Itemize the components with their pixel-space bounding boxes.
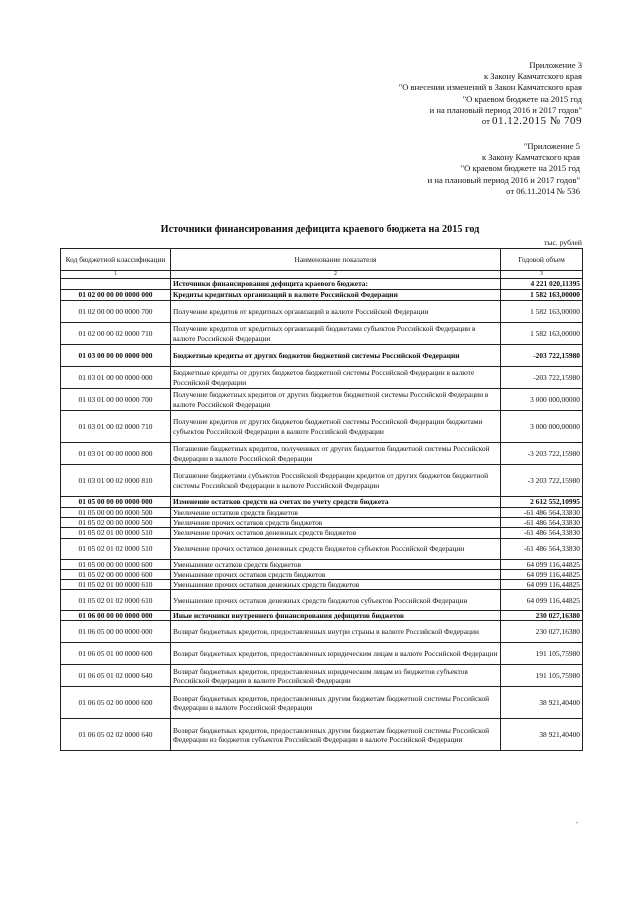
indicator-name-cell: Уменьшение прочих остатков денежных средств бюджетов xyxy=(171,580,501,590)
annual-volume-cell: -3 203 722,15980 xyxy=(501,443,583,465)
indicator-name-cell: Возврат бюджетных кредитов, предоставленных другим бюджетам бюджетной системы Российской Федерации из бюджетов субъектов Российской Федерации в валюте Российской Федерации xyxy=(171,719,501,751)
header-line: "Приложение 5 xyxy=(523,141,580,151)
annual-volume-cell: 230 027,16380 xyxy=(501,621,583,643)
annual-volume-cell: 3 000 000,00000 xyxy=(501,389,583,411)
column-number-row xyxy=(61,271,583,279)
header-line: "О внесении изменений в Закон Камчатского края xyxy=(398,82,582,93)
annual-volume-cell: -3 203 722,15980 xyxy=(501,465,583,497)
table-header-row xyxy=(61,249,583,271)
budget-code-cell: 01 03 01 00 00 0000 700 xyxy=(61,389,171,411)
annual-volume-cell: -203 722,15980 xyxy=(501,367,583,389)
indicator-name-cell: Увеличение остатков средств бюджетов xyxy=(171,508,501,518)
annual-volume-cell: 64 099 116,44825 xyxy=(501,569,583,579)
indicator-name-cell: Возврат бюджетных кредитов, предоставленных внутри страны в валюте Российской Федерации xyxy=(171,621,501,643)
annual-volume-cell: -61 486 564,33830 xyxy=(501,528,583,538)
table-row xyxy=(61,411,583,443)
budget-code-cell: 01 06 05 02 00 0000 600 xyxy=(61,687,171,719)
annual-volume-cell: -203 722,15980 xyxy=(501,345,583,367)
budget-code-cell: 01 05 00 00 00 0000 500 xyxy=(61,508,171,518)
budget-code-cell: 01 06 00 00 00 0000 000 xyxy=(61,611,171,621)
indicator-name-cell: Бюджетные кредиты от других бюджетов бюджетной системы Российской Федерации в валюте Российской Федерации xyxy=(171,367,501,389)
annual-volume-cell: 64 099 116,44825 xyxy=(501,590,583,611)
budget-code-cell: 01 02 00 00 00 0000 700 xyxy=(61,301,171,323)
table-row xyxy=(61,580,583,590)
annual-volume-cell: 1 582 163,00000 xyxy=(501,323,583,345)
header-line: к Закону Камчатского края xyxy=(483,71,582,82)
header-line: к Закону Камчатского края xyxy=(481,152,580,163)
end-mark: " xyxy=(576,822,579,828)
indicator-name-cell: Возврат бюджетных кредитов, предоставленных юридическим лицам из бюджетов субъектов Российской Федерации в валюте Российской Федерации xyxy=(171,665,501,687)
annual-volume-cell: 2 612 552,10995 xyxy=(501,497,583,508)
table-row xyxy=(61,687,583,719)
indicator-name-cell: Уменьшение прочих остатков денежных средств бюджетов субъектов Российской Федерации xyxy=(171,590,501,611)
annual-volume-cell: 1 582 163,00000 xyxy=(501,301,583,323)
annual-volume-cell: 38 921,40400 xyxy=(501,719,583,751)
budget-code-cell: 01 06 05 01 00 0000 600 xyxy=(61,643,171,665)
indicator-name-cell: Возврат бюджетных кредитов, предоставленных другим бюджетам бюджетной системы Российской Федерации в валюте Российской Федерации xyxy=(171,687,501,719)
annual-volume-cell: -61 486 564,33830 xyxy=(501,518,583,528)
table-row xyxy=(61,643,583,665)
table-row xyxy=(61,367,583,389)
table-row xyxy=(61,559,583,569)
indicator-name-cell: Возврат бюджетных кредитов, предоставленных юридическим лицам в валюте Российской Федерации xyxy=(171,643,501,665)
indicator-name-cell: Изменение остатков средств на счетах по учету средств бюджета xyxy=(171,497,501,508)
handwritten-date-number: 01.12.2015 № 709 xyxy=(492,115,582,128)
indicator-name-cell: Увеличение прочих остатков денежных средств бюджетов субъектов Российской Федерации xyxy=(171,538,501,559)
table-row xyxy=(61,301,583,323)
table-row xyxy=(61,719,583,751)
table-row xyxy=(61,323,583,345)
indicator-name-cell: Получение кредитов от кредитных организаций в валюте Российской Федерации xyxy=(171,301,501,323)
header-line: "О краевом бюджете на 2015 год xyxy=(460,163,580,174)
annual-volume-cell: 64 099 116,44825 xyxy=(501,580,583,590)
budget-code-cell: 01 05 02 00 00 0000 600 xyxy=(61,569,171,579)
table-row xyxy=(61,518,583,528)
table-row xyxy=(61,528,583,538)
budget-code-cell: 01 05 02 00 00 0000 500 xyxy=(61,518,171,528)
table-row xyxy=(61,443,583,465)
indicator-name-cell: Получение бюджетных кредитов от других бюджетов бюджетной системы Российской Федерации в валюте Российской Федерации xyxy=(171,389,501,411)
indicator-name-cell: Уменьшение прочих остатков средств бюджетов xyxy=(171,569,501,579)
budget-code-cell: 01 06 05 00 00 0000 000 xyxy=(61,621,171,643)
budget-code-cell: 01 05 02 01 00 0000 610 xyxy=(61,580,171,590)
annual-volume-cell: 230 027,16380 xyxy=(501,611,583,621)
budget-code-cell: 01 05 00 00 00 0000 600 xyxy=(61,559,171,569)
column-number: 3 xyxy=(501,271,583,279)
appendix-header-3 xyxy=(399,60,582,127)
column-number: 2 xyxy=(171,271,501,279)
header-line: "О краевом бюджете на 2015 год xyxy=(462,93,582,104)
indicator-name-cell: Увеличение прочих остатков денежных средств бюджетов xyxy=(171,528,501,538)
table-row xyxy=(61,611,583,621)
indicator-name-cell: Источники финансирования дефицита краевого бюджета: xyxy=(171,279,501,290)
table-row xyxy=(61,508,583,518)
column-header-value: Годовой объем xyxy=(501,249,583,271)
header-line: Приложение 3 xyxy=(529,60,582,70)
budget-code-cell: 01 03 01 00 02 0000 810 xyxy=(61,465,171,497)
table-row xyxy=(61,290,583,301)
table-row xyxy=(61,345,583,367)
header-line-date xyxy=(399,116,582,127)
budget-code-cell: 01 03 01 00 00 0000 800 xyxy=(61,443,171,465)
budget-code-cell: 01 05 00 00 00 0000 000 xyxy=(61,497,171,508)
table-row xyxy=(61,465,583,497)
column-header-code: Код бюджетной классификации xyxy=(61,249,171,271)
budget-code-cell: 01 03 01 00 02 0000 710 xyxy=(61,411,171,443)
annual-volume-cell: 3 000 000,00000 xyxy=(501,411,583,443)
budget-code-cell xyxy=(61,279,171,290)
indicator-name-cell: Погашение бюджетами субъектов Российской Федерации кредитов от других бюджетов бюджетной системы Российской Федерации в валюте Российской Федерации xyxy=(171,465,501,497)
indicator-name-cell: Уменьшение остатков средств бюджетов xyxy=(171,559,501,569)
budget-code-cell: 01 06 05 02 02 0000 640 xyxy=(61,719,171,751)
budget-code-cell: 01 03 01 00 00 0000 000 xyxy=(61,367,171,389)
indicator-name-cell: Кредиты кредитных организаций в валюте Российской Федерации xyxy=(171,290,501,301)
appendix-header-5 xyxy=(428,141,580,197)
table-row xyxy=(61,497,583,508)
annual-volume-cell: 64 099 116,44825 xyxy=(501,559,583,569)
indicator-name-cell: Бюджетные кредиты от других бюджетов бюджетной системы Российской Федерации xyxy=(171,345,501,367)
document-title: Источники финансирования дефицита краевого бюджета на 2015 год xyxy=(160,224,480,235)
indicator-name-cell: Получение кредитов от других бюджетов бюджетной системы Российской Федерации бюджетами субъектов Российской Федерации в валюте Российской Федерации xyxy=(171,411,501,443)
financing-sources-table xyxy=(60,248,583,751)
annual-volume-cell: 4 221 020,11395 xyxy=(501,279,583,290)
budget-code-cell: 01 03 00 00 00 0000 000 xyxy=(61,345,171,367)
budget-code-cell: 01 05 02 01 00 0000 510 xyxy=(61,528,171,538)
annual-volume-cell: 38 921,40400 xyxy=(501,687,583,719)
header-line: от 06.11.2014 № 536 xyxy=(506,185,580,196)
budget-code-cell: 01 05 02 01 02 0000 510 xyxy=(61,538,171,559)
indicator-name-cell: Получение кредитов от кредитных организаций бюджетами субъектов Российской Федерации в валюте Российской Федерации xyxy=(171,323,501,345)
date-prefix: от xyxy=(481,116,490,127)
annual-volume-cell: 191 105,75980 xyxy=(501,643,583,665)
annual-volume-cell: 1 582 163,00000 xyxy=(501,290,583,301)
units-label: тыс. рублей xyxy=(544,238,582,247)
table-row xyxy=(61,665,583,687)
indicator-name-cell: Иные источники внутреннего финансирования дефицитов бюджетов xyxy=(171,611,501,621)
annual-volume-cell: 191 105,75980 xyxy=(501,665,583,687)
budget-code-cell: 01 02 00 00 02 0000 710 xyxy=(61,323,171,345)
header-line: и на плановый период 2016 и 2017 годов" xyxy=(429,104,582,115)
indicator-name-cell: Увеличение прочих остатков средств бюджетов xyxy=(171,518,501,528)
table-row xyxy=(61,590,583,611)
header-line: и на плановый период 2016 и 2017 годов" xyxy=(427,174,580,185)
annual-volume-cell: -61 486 564,33830 xyxy=(501,508,583,518)
indicator-name-cell: Погашение бюджетных кредитов, полученных от других бюджетов бюджетной системы Российской Федерации в валюте Российской Федерации xyxy=(171,443,501,465)
table-row xyxy=(61,538,583,559)
budget-code-cell: 01 02 00 00 00 0000 000 xyxy=(61,290,171,301)
budget-code-cell: 01 06 05 01 02 0000 640 xyxy=(61,665,171,687)
table-row xyxy=(61,621,583,643)
annual-volume-cell: -61 486 564,33830 xyxy=(501,538,583,559)
table-row xyxy=(61,569,583,579)
table-row xyxy=(61,389,583,411)
table-row xyxy=(61,279,583,290)
column-header-name: Наименование показателя xyxy=(171,249,501,271)
column-number: 1 xyxy=(61,271,171,279)
budget-code-cell: 01 05 02 01 02 0000 610 xyxy=(61,590,171,611)
